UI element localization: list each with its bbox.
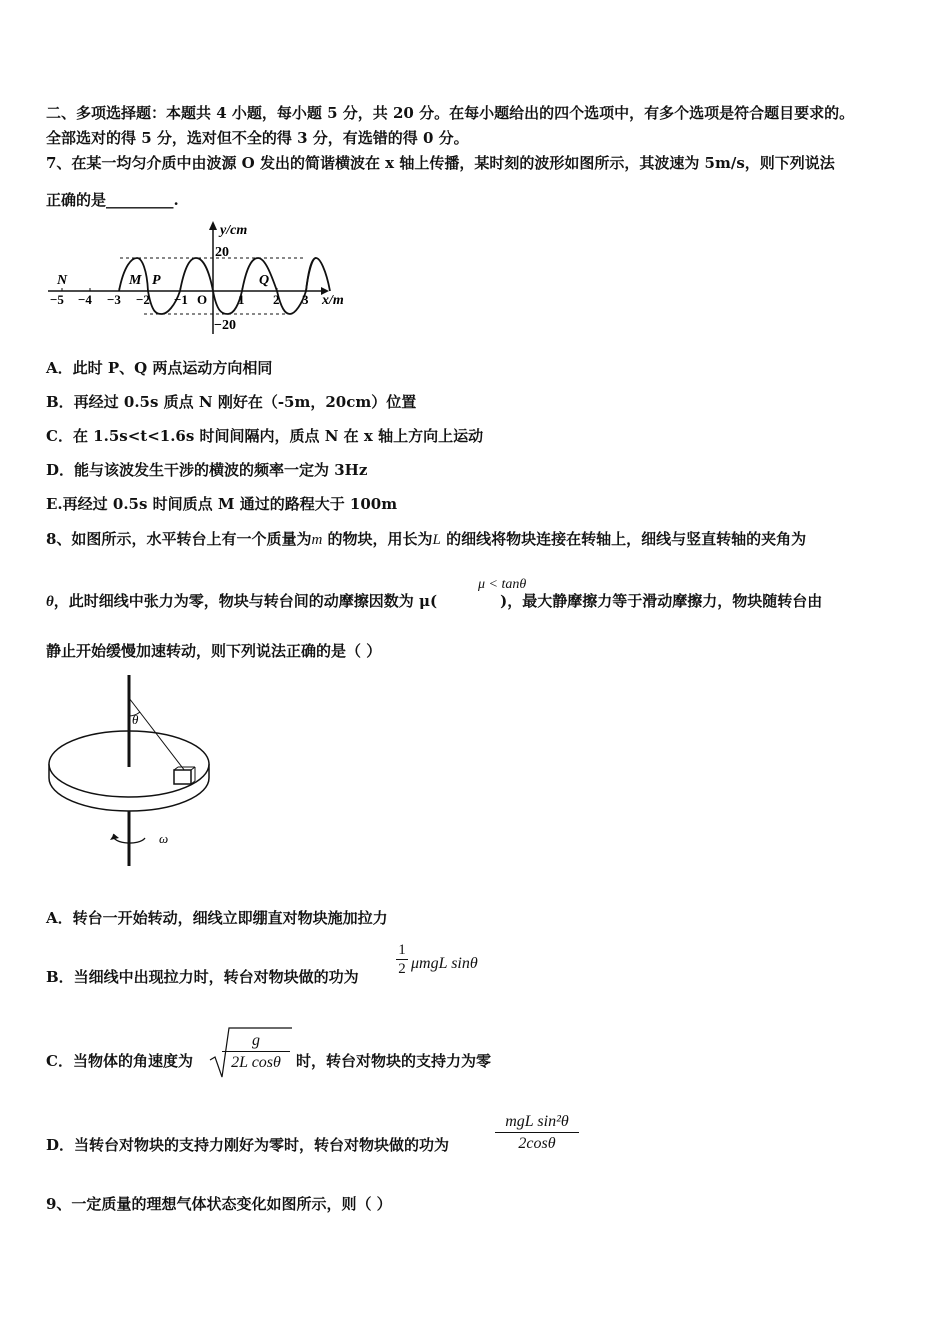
q7-option-b[interactable]: B．再经过 0.5s 质点 N 刚好在（-5m，20cm）位置 — [46, 393, 417, 411]
q8-line1-b: 的物块，用长为 — [322, 530, 433, 548]
q8-line1-c: 的细线将物块连接在转轴上，细线与竖直转轴的夹角为 — [440, 530, 807, 548]
q8-line2-a: ，此时细线中张力为零，物块与转台间的动摩擦因数为 μ( — [53, 592, 438, 610]
section-heading-line2: 全部选对的得 5 分，选对但不全的得 3 分，有选错的得 0 分。 — [46, 129, 469, 147]
tick-label: −2 — [136, 292, 150, 307]
tick-label: 2 — [273, 292, 280, 307]
x-axis-label: x/m — [322, 293, 344, 308]
tick-label: −3 — [107, 292, 121, 307]
q7-wave-figure — [44, 218, 356, 336]
q8-line1-a: 8、如图所示，水平转台上有一个质量为 — [46, 530, 312, 548]
tick-label: −4 — [78, 292, 92, 307]
q8-option-b-text: B．当细线中出现拉力时，转台对物块做的功为 — [46, 968, 359, 986]
section-heading-line1: 二、多项选择题：本题共 4 小题，每小题 5 分，共 20 分。在每小题给出的四个选项中，有多个选项是符合题目要求的。 — [46, 104, 855, 122]
var-L: L — [432, 532, 441, 548]
q7-option-d[interactable]: D．能与该波发生干涉的横波的频率一定为 3Hz — [46, 461, 368, 479]
theta-label: θ — [132, 712, 139, 727]
q7-option-c[interactable]: C．在 1.5s<t<1.6s 时间间隔内，质点 N 在 x 轴上方向上运动 — [46, 427, 484, 445]
q8-stem-line3: 静止开始缓慢加速转动，则下列说法正确的是（ ） — [46, 642, 382, 660]
y-axis-arrow-icon — [209, 221, 217, 230]
block — [174, 770, 191, 784]
option-d-numerator: mgL sin²θ — [505, 1113, 569, 1130]
option-d-fraction — [495, 1111, 579, 1154]
q7-stem-line2: 正确的是_________. — [46, 191, 179, 209]
option-b-denominator: 2 — [396, 959, 408, 978]
option-c-denominator: 2L cosθ — [222, 1051, 290, 1073]
q8-option-d-text: D．当转台对物块的支持力刚好为零时，转台对物块做的功为 — [46, 1136, 450, 1154]
q7-stem-line1: 7、在某一均匀介质中由波源 O 发出的简谐横波在 x 轴上传播，某时刻的波形如图所示，其波速为 5m/s，则下列说法 — [46, 154, 835, 172]
q8-turntable-figure — [44, 670, 216, 870]
wave-left-tail — [306, 258, 330, 291]
amplitude-bottom-label: −20 — [214, 318, 236, 333]
q7-option-e[interactable]: E.再经过 0.5s 时间质点 M 通过的路程大于 100m — [46, 495, 398, 513]
tick-label: 3 — [302, 292, 309, 307]
q8-friction-condition: μ < tanθ — [478, 577, 527, 592]
tick-label: −5 — [50, 292, 64, 307]
tick-label: 1 — [238, 292, 245, 307]
option-c-numerator: g — [252, 1032, 260, 1049]
option-c-fraction — [222, 1030, 290, 1073]
tick-label-origin: O — [197, 292, 208, 307]
point-label-m: M — [129, 273, 142, 288]
q8-option-a[interactable]: A．转台一开始转动，细线立即绷直对物块施加拉力 — [46, 909, 388, 927]
option-b-fraction — [396, 941, 408, 978]
q8-stem-line2 — [46, 592, 822, 611]
option-b-expression: μmgL sinθ — [411, 955, 478, 972]
point-label-p: P — [152, 273, 161, 288]
q8-option-c-pre: C．当物体的角速度为 — [46, 1052, 193, 1070]
amplitude-top-label: 20 — [215, 245, 229, 260]
point-label-n: N — [57, 273, 68, 288]
q9-stem: 9、一定质量的理想气体状态变化如图所示，则（ ） — [46, 1195, 392, 1213]
q7-option-a[interactable]: A．此时 P、Q 两点运动方向相同 — [46, 359, 273, 377]
q8-stem-line1 — [46, 530, 806, 549]
q8-option-c-post: 时，转台对物块的支持力为零 — [296, 1052, 492, 1070]
tick-label: −1 — [174, 292, 188, 307]
point-label-q: Q — [259, 273, 270, 288]
y-axis-label: y/cm — [220, 223, 248, 238]
omega-label: ω — [159, 831, 169, 846]
option-b-numerator: 1 — [398, 942, 406, 958]
option-d-denominator: 2cosθ — [495, 1132, 579, 1154]
var-theta: θ — [46, 594, 54, 610]
q8-line2-b: )，最大静摩擦力等于滑动摩擦力，物块随转台由 — [500, 592, 823, 610]
var-m: m — [311, 532, 323, 548]
